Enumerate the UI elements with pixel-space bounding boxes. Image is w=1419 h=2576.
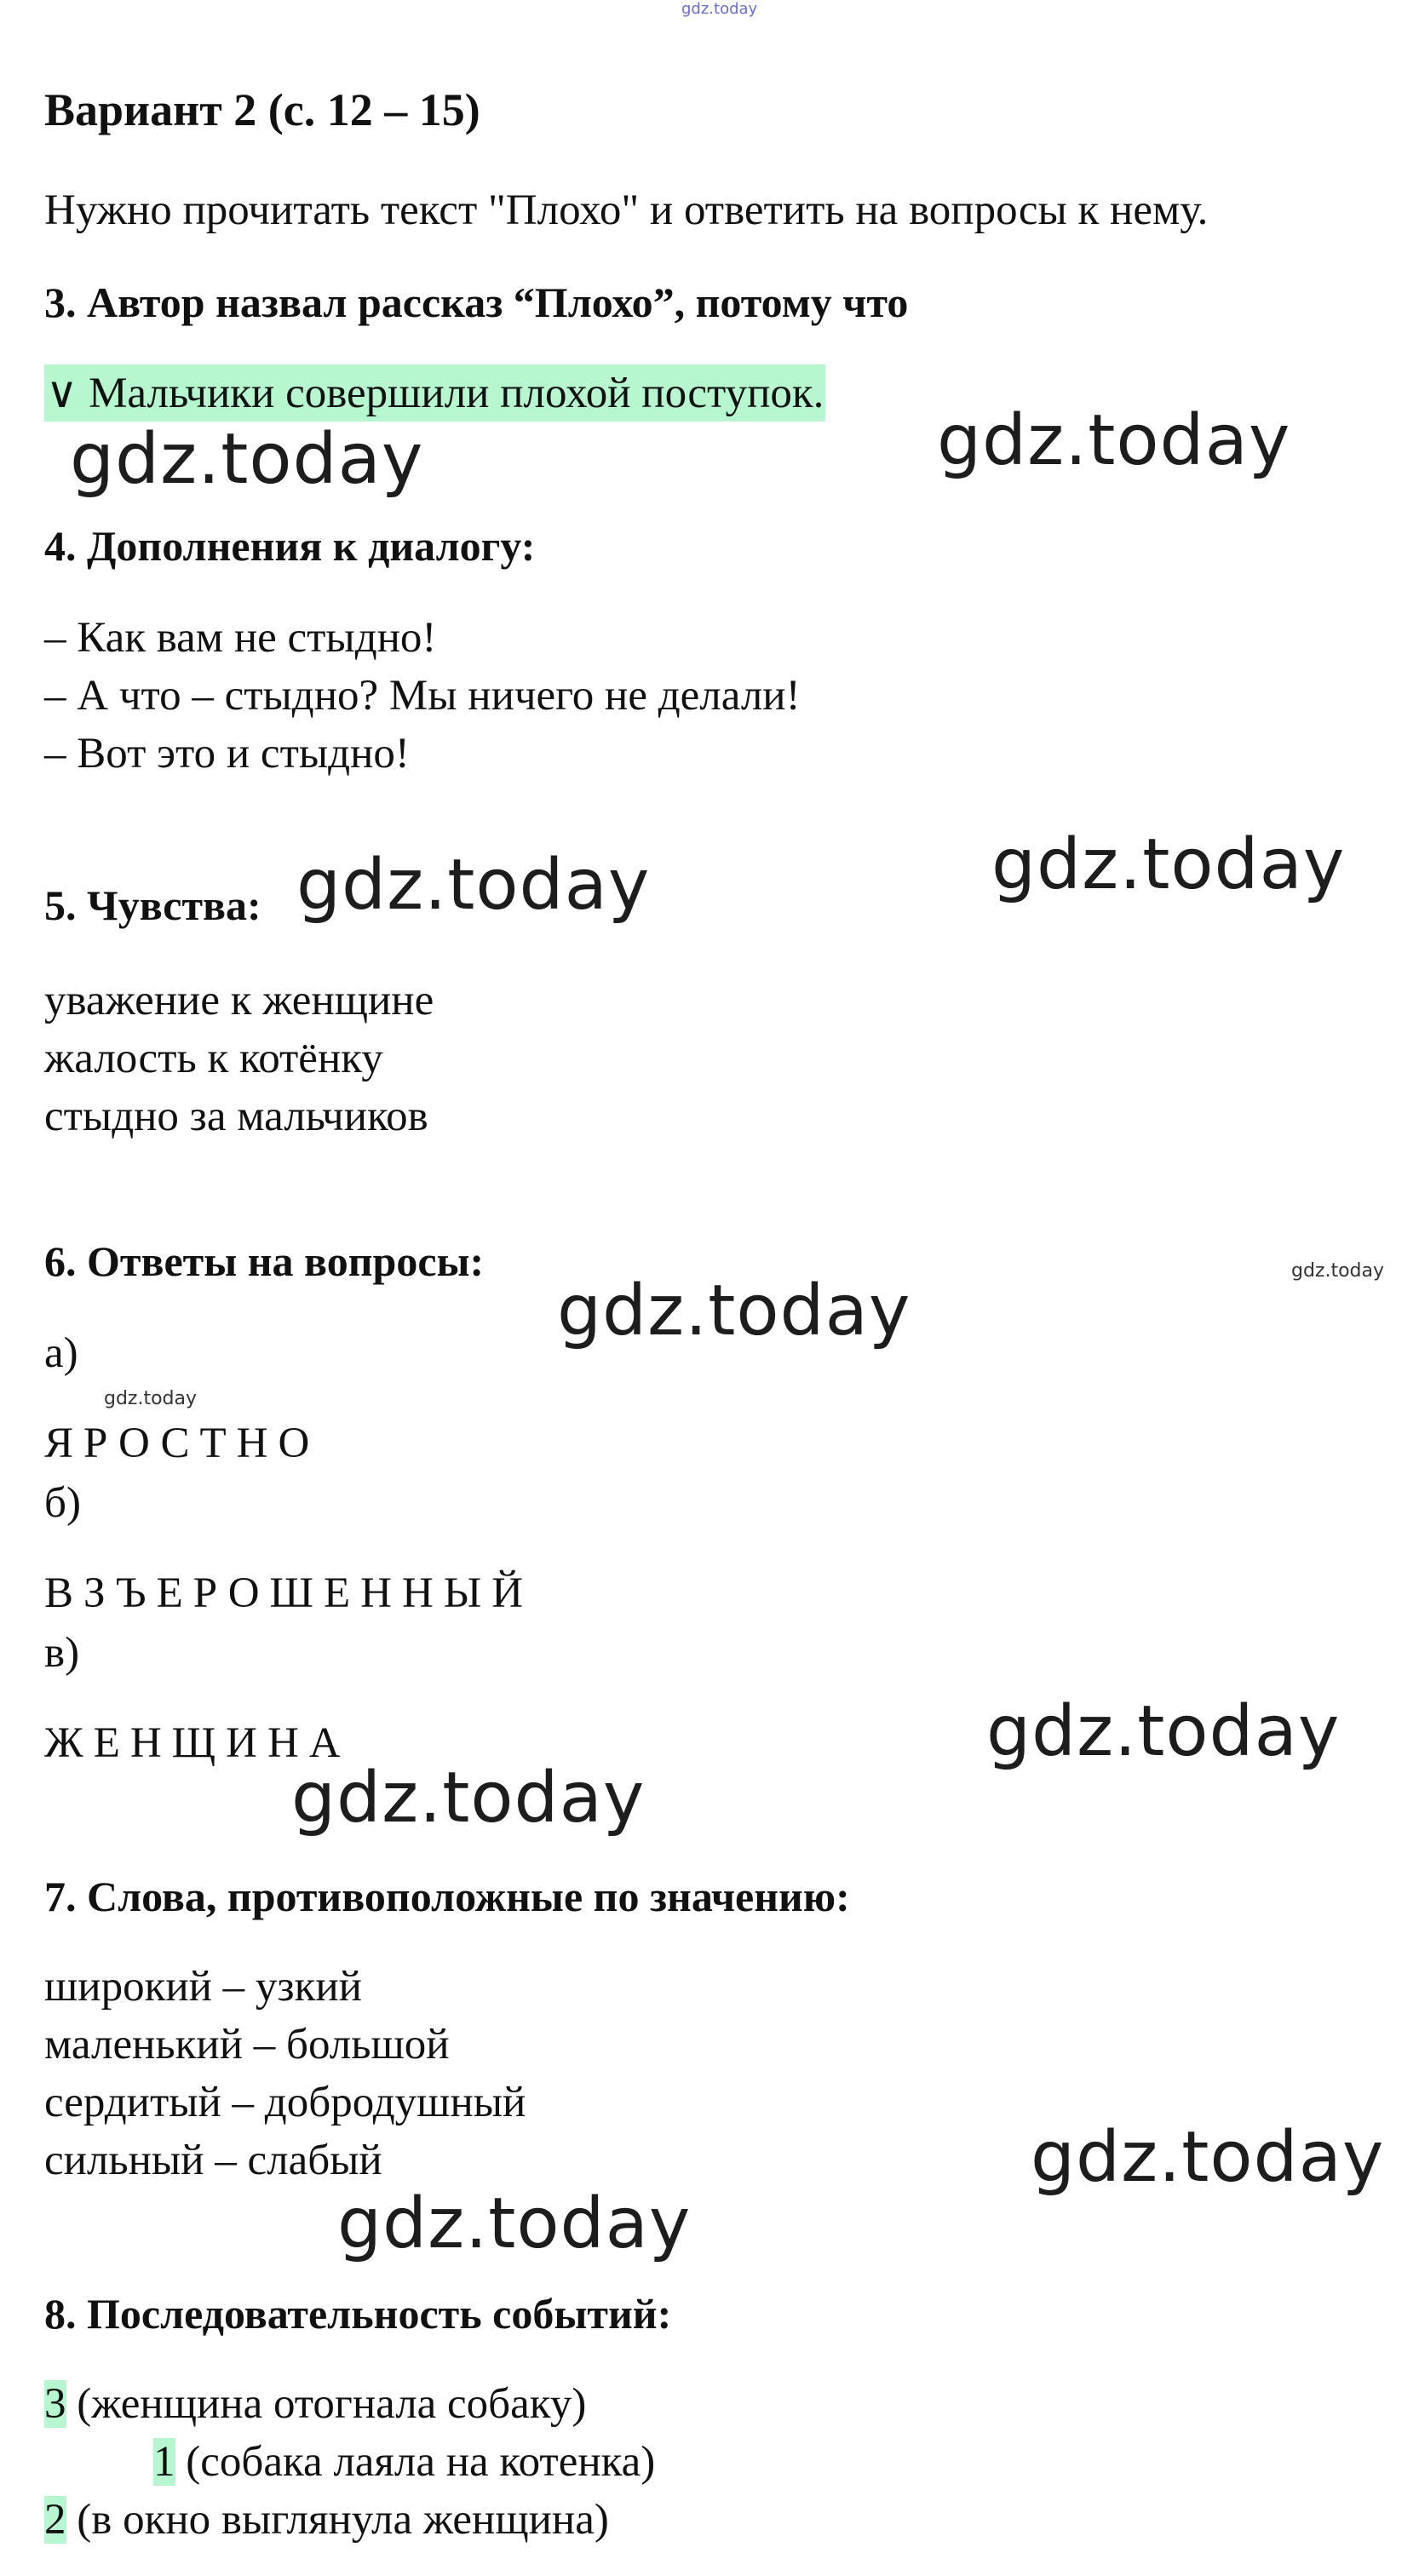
- watermark: gdz.today: [337, 2183, 692, 2264]
- q6-heading: 6. Ответы на вопросы:: [44, 1237, 485, 1285]
- watermark: gdz.today: [557, 1271, 911, 1351]
- q5-heading: 5. Чувства:: [44, 881, 261, 929]
- q3-answer: ∨ Мальчики совершили плохой поступок.: [44, 364, 825, 422]
- q4-line: – А что – стыдно? Мы ничего не делали!: [44, 672, 801, 720]
- q7-heading: 7. Слова, противоположные по значению:: [44, 1873, 850, 1920]
- q4-line: – Вот это и стыдно!: [44, 730, 410, 777]
- q6-answer: ЯРОСТНО: [44, 1420, 320, 1467]
- q8-event: [153, 2437, 655, 2487]
- q8-event-text: (в окно выглянула женщина): [66, 2496, 609, 2544]
- q8-heading: 8. Последовательность событий:: [44, 2290, 672, 2338]
- watermark: gdz.today: [937, 400, 1291, 481]
- watermark-small: gdz.today: [1291, 1260, 1385, 1282]
- watermark-top: gdz.today: [681, 0, 758, 18]
- q8-event-number: 1: [153, 2438, 175, 2486]
- q7-line: широкий – узкий: [44, 1963, 362, 2011]
- q8-event-text: (женщина отогнала собаку): [66, 2380, 587, 2428]
- q5-line: уважение к женщине: [44, 977, 434, 1024]
- watermark: gdz.today: [70, 419, 424, 500]
- q5-line: жалость к котёнку: [44, 1035, 383, 1082]
- q6-label: в): [44, 1629, 80, 1677]
- q6-answer: ВЗЪЕРОШЕННЫЙ: [44, 1569, 534, 1617]
- q3-heading: 3. Автор назвал рассказ “Плохо”, потому что: [44, 278, 909, 326]
- q4-heading: 4. Дополнения к диалогу:: [44, 522, 536, 570]
- intro-text: Нужно прочитать текст "Плохо" и ответить на вопросы к нему.: [44, 186, 1209, 234]
- watermark: gdz.today: [1031, 2117, 1385, 2198]
- q6-label: а): [44, 1329, 78, 1377]
- q6-answer: ЖЕНЩИНА: [44, 1719, 351, 1767]
- watermark: gdz.today: [991, 824, 1346, 905]
- watermark-small: gdz.today: [104, 1388, 198, 1409]
- watermark: gdz.today: [291, 1758, 646, 1839]
- q8-event: [44, 2379, 586, 2429]
- watermark: gdz.today: [296, 845, 651, 926]
- q8-event-text: (собака лаяла на котенка): [175, 2438, 656, 2486]
- q7-line: сильный – слабый: [44, 2137, 382, 2184]
- q7-line: сердитый – добродушный: [44, 2079, 526, 2126]
- q8-event-number: 2: [44, 2496, 66, 2544]
- q4-line: – Как вам не стыдно!: [44, 614, 437, 662]
- watermark: gdz.today: [986, 1691, 1341, 1772]
- q5-line: стыдно за мальчиков: [44, 1093, 428, 1140]
- q7-line: маленький – большой: [44, 2021, 450, 2068]
- q6-label: б): [44, 1479, 81, 1527]
- q8-event: [44, 2495, 609, 2544]
- q8-event-number: 3: [44, 2380, 66, 2428]
- page-title: Вариант 2 (с. 12 – 15): [44, 84, 480, 135]
